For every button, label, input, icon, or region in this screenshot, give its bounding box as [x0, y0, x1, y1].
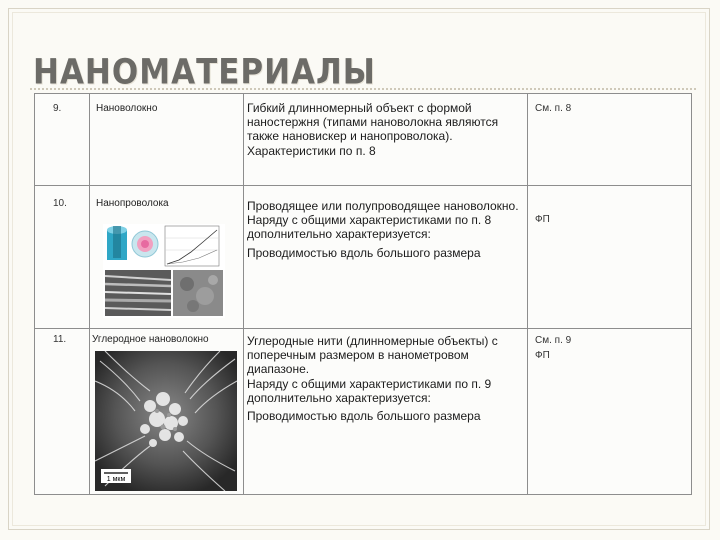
nanowire-tem-image — [173, 270, 223, 316]
description-paragraph: Характеристики по п. 8 — [247, 143, 376, 158]
description-paragraph: Проводящее или полупроводящее нановолокно. — [247, 199, 519, 213]
description-paragraph: Наряду с общими характеристиками по п. 9 дополнительно характеризуется: — [247, 376, 492, 405]
scale-bar-label: 1 мкм — [106, 476, 126, 483]
reference-note: См. п. 8 — [535, 103, 572, 114]
column-divider — [243, 94, 244, 494]
description-paragraph: Гибкий длинномерный объект с формой наностержня (типами нановолокна являются также нановискер и нанопроволока). — [247, 101, 499, 144]
nanomaterials-table — [34, 93, 692, 495]
term-name: Нанопроволока — [96, 198, 169, 209]
description-paragraph: Проводимостью вдоль большого размера — [247, 409, 481, 424]
title-divider — [30, 88, 696, 90]
reference-note: ФП — [535, 214, 550, 225]
term-description — [247, 199, 522, 260]
carbon-nanofiber-sem-image — [95, 351, 237, 491]
term-name: Углеродное нановолокно — [92, 334, 209, 345]
reference-note: ФП — [535, 350, 550, 361]
term-description — [247, 334, 527, 423]
column-divider — [527, 94, 528, 494]
description-paragraph: Наряду с общими характеристиками по п. 8 дополнительно характеризуется: — [247, 213, 492, 242]
row-divider — [35, 185, 691, 186]
iv-plot — [165, 226, 219, 266]
scale-bar — [101, 469, 131, 483]
row-number: 10. — [53, 198, 67, 209]
reference-note: См. п. 9 — [535, 335, 572, 346]
description-paragraph: Углеродные нити (длинномерные объекты) с поперечным размером в нанометровом диапазоне. — [247, 334, 498, 377]
row-number: 9. — [53, 103, 62, 114]
row-number: 11. — [53, 334, 67, 345]
coaxial-nanowire-model — [107, 226, 127, 260]
description-paragraph: Проводимостью вдоль большого размера — [247, 245, 481, 260]
column-divider — [89, 94, 90, 494]
nanowire-cross-section — [132, 231, 158, 257]
term-name: Нановолокно — [96, 103, 158, 114]
nanowire-figure — [103, 224, 225, 318]
nanowire-sem-image — [105, 270, 171, 316]
page-title: НАНОМАТЕРИАЛЫ — [33, 52, 376, 93]
term-description — [247, 101, 522, 158]
row-divider — [35, 328, 691, 329]
